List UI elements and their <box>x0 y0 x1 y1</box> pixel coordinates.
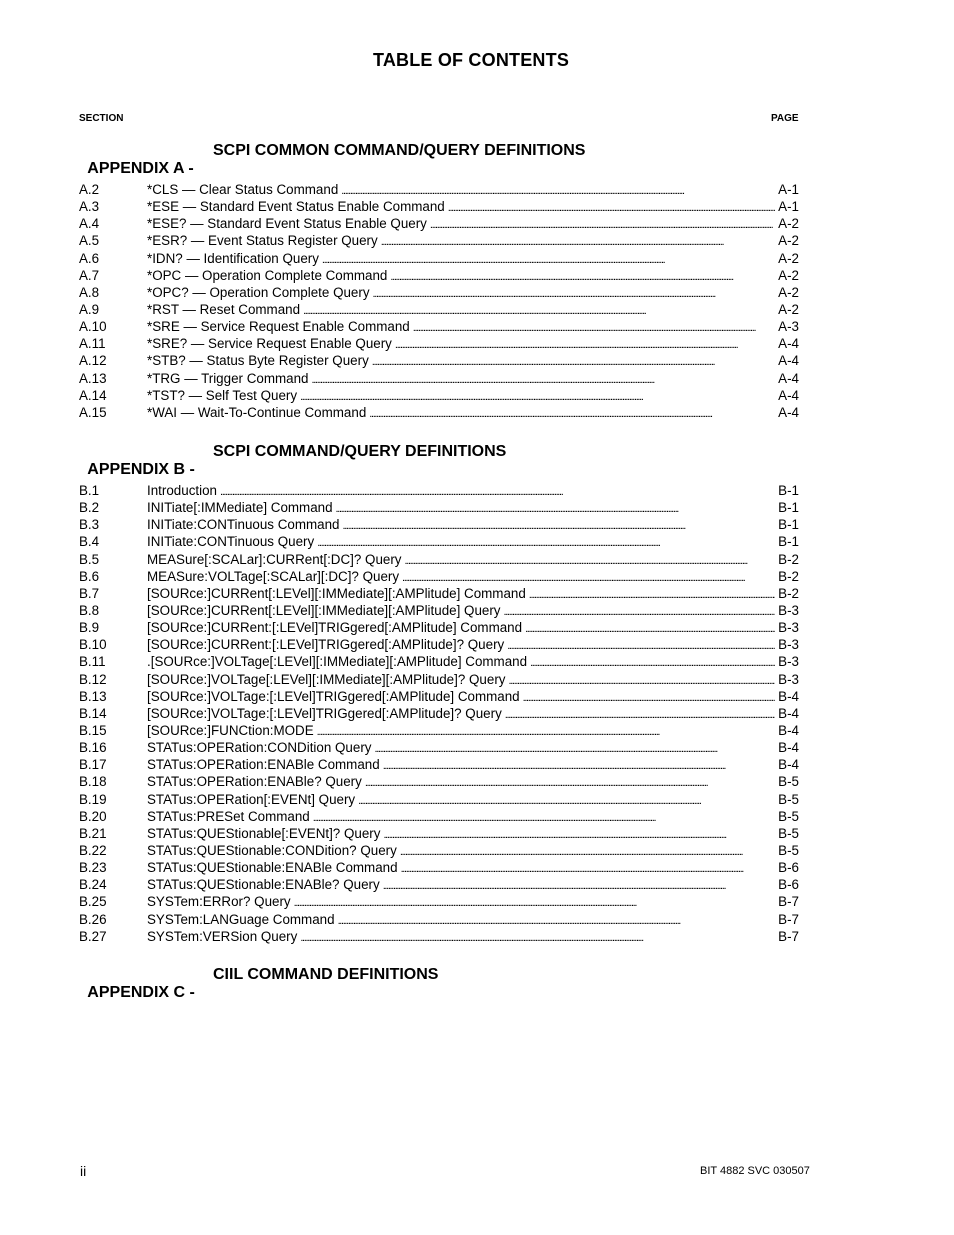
entry-title: *OPC? — Operation Complete Query <box>147 284 370 300</box>
footer-page-number: ii <box>80 1163 87 1179</box>
entry-title: *ESR? — Event Status Register Query <box>147 233 378 249</box>
entry-number: A.14 <box>79 387 107 403</box>
entry-page: B-2 <box>778 551 799 567</box>
appendix-a-entries <box>79 181 799 421</box>
appendix-c-heading <box>79 966 439 1020</box>
dot-leader <box>369 406 775 423</box>
entry-number: B.18 <box>79 774 107 790</box>
entry-page: B-6 <box>778 860 799 876</box>
entry-title: *TRG — Trigger Command <box>147 370 309 386</box>
entry-title: *STB? — Status Byte Register Query <box>147 353 369 369</box>
entry-number: A.7 <box>79 267 100 283</box>
entry-number: B.25 <box>79 894 107 910</box>
entry-page: B-4 <box>778 705 799 721</box>
entry-page: B-3 <box>778 654 799 670</box>
entry-title: .[SOURce:]VOLTage[:LEVel][:IMMediate][:AMPlitude] Command <box>147 654 528 670</box>
entry-number: B.21 <box>79 825 107 841</box>
entry-page: A-4 <box>778 370 799 386</box>
entry-page: B-5 <box>778 791 799 807</box>
toc-entry <box>79 232 799 249</box>
entry-page: A-2 <box>778 267 799 283</box>
entry-title: STATus:OPERation:ENABle? Query <box>147 774 362 790</box>
entry-title: INITiate:CONTinuous Command <box>147 517 340 533</box>
entry-number: B.4 <box>79 534 100 550</box>
entry-page: A-4 <box>778 336 799 352</box>
entry-title: INITiate:CONTinuous Query <box>147 534 315 550</box>
entry-number: B.14 <box>79 705 107 721</box>
appendix-name: CIIL COMMAND DEFINITIONS <box>213 966 439 983</box>
entry-number: B.15 <box>79 722 107 738</box>
toc-entry <box>79 859 799 876</box>
entry-page: A-2 <box>778 250 799 266</box>
entry-page: B-5 <box>778 825 799 841</box>
toc-entry <box>79 636 799 653</box>
entry-number: A.9 <box>79 301 100 317</box>
toc-entry <box>79 335 799 352</box>
entry-title: MEASure:VOLTage[:SCALar][:DC]? Query <box>147 568 400 584</box>
entry-number: B.8 <box>79 602 100 618</box>
entry-number: A.10 <box>79 319 107 335</box>
entry-title: *SRE — Service Request Enable Command <box>147 319 410 335</box>
entry-title: [SOURce:]VOLTage[:LEVel][:IMMediate][:AMPlitude]? Query <box>147 671 506 687</box>
entry-title: *IDN? — Identification Query <box>147 250 319 266</box>
entry-number: A.2 <box>79 182 100 197</box>
entry-number: B.27 <box>79 928 107 944</box>
entry-title: *ESE — Standard Event Status Enable Command <box>147 199 445 215</box>
entry-page: A-2 <box>778 301 799 317</box>
entry-page: A-2 <box>778 216 799 232</box>
entry-number: A.11 <box>79 336 106 352</box>
entry-number: B.2 <box>79 500 100 516</box>
entry-number: B.11 <box>79 654 106 670</box>
entry-page: B-1 <box>778 517 799 533</box>
entry-title: [SOURce:]VOLTage:[:LEVel]TRIGgered[:AMPlitude]? Query <box>147 705 502 721</box>
entry-title: MEASure[:SCALar]:CURRent[:DC]? Query <box>147 551 402 567</box>
toc-entry <box>79 893 799 910</box>
toc-entry <box>79 602 799 619</box>
toc-entry <box>79 773 799 790</box>
toc-entry <box>79 568 799 585</box>
entry-page: B-6 <box>778 877 799 893</box>
entry-number: B.13 <box>79 688 107 704</box>
entry-page: B-4 <box>778 722 799 738</box>
toc-entry <box>79 928 799 945</box>
toc-entry <box>79 688 799 705</box>
entry-page: B-7 <box>778 911 799 927</box>
toc-entry <box>79 756 799 773</box>
entry-number: A.13 <box>79 370 107 386</box>
entry-page: B-1 <box>778 483 799 498</box>
entry-page: A-1 <box>778 199 799 215</box>
toc-entry <box>79 250 799 267</box>
entry-page: B-1 <box>778 500 799 516</box>
entry-title: STATus:QUEStionable:CONDition? Query <box>147 842 397 858</box>
section-column-header: SECTION <box>79 113 124 124</box>
toc-entry <box>79 705 799 722</box>
entry-number: B.9 <box>79 620 100 636</box>
entry-page: B-3 <box>778 637 799 653</box>
entry-number: B.26 <box>79 911 107 927</box>
page-title: TABLE OF CONTENTS <box>372 50 570 70</box>
entry-title: Introduction <box>147 483 217 498</box>
toc-entry <box>79 301 799 318</box>
toc-entry <box>79 352 799 369</box>
toc-entry <box>79 284 799 301</box>
toc-entry <box>79 318 799 335</box>
toc-entry <box>79 842 799 859</box>
entry-title: SYSTem:ERRor? Query <box>147 894 291 910</box>
dot-leader <box>300 930 775 947</box>
toc-entry <box>79 619 799 636</box>
toc-entry <box>79 739 799 756</box>
entry-title: *ESE? — Standard Event Status Enable Query <box>147 216 427 232</box>
entry-number: A.15 <box>79 404 107 420</box>
entry-title: *CLS — Clear Status Command <box>147 182 339 197</box>
entry-title: *OPC — Operation Complete Command <box>147 267 388 283</box>
entry-page: B-3 <box>778 602 799 618</box>
toc-entry <box>79 482 799 499</box>
toc-entry <box>79 181 799 198</box>
entry-page: A-3 <box>778 319 799 335</box>
toc-entry <box>79 198 799 215</box>
entry-number: B.1 <box>79 483 100 498</box>
entry-number: A.12 <box>79 353 107 369</box>
toc-entry <box>79 791 799 808</box>
entry-page: B-7 <box>778 928 799 944</box>
entry-page: A-2 <box>778 284 799 300</box>
appendix-name: SCPI COMMAND/QUERY DEFINITIONS <box>213 443 507 460</box>
appendix-name: SCPI COMMON COMMAND/QUERY DEFINITIONS <box>213 142 586 159</box>
entry-number: B.17 <box>79 757 107 773</box>
entry-title: *TST? — Self Test Query <box>147 387 298 403</box>
entry-page: B-4 <box>778 740 799 756</box>
entry-number: A.4 <box>79 216 100 232</box>
entry-title: INITiate[:IMMediate] Command <box>147 500 333 516</box>
entry-number: B.3 <box>79 517 100 533</box>
entry-number: A.8 <box>79 284 100 300</box>
entry-title: [SOURce:]CURRent:[:LEVel]TRIGgered[:AMPlitude]? Query <box>147 637 505 653</box>
entry-page: B-5 <box>778 808 799 824</box>
entry-number: B.22 <box>79 842 107 858</box>
footer-document-id: BIT 4882 SVC 030507 <box>700 1165 810 1177</box>
entry-page: B-2 <box>778 568 799 584</box>
entry-page: B-4 <box>778 757 799 773</box>
entry-title: STATus:OPERation:CONDition Query <box>147 740 372 756</box>
toc-entry <box>79 825 799 842</box>
toc-entry <box>79 370 799 387</box>
toc-entry <box>79 551 799 568</box>
appendix-code: APPENDIX B - <box>87 461 195 478</box>
entry-number: A.3 <box>79 199 100 215</box>
entry-page: A-4 <box>778 353 799 369</box>
toc-entry <box>79 671 799 688</box>
entry-page: B-5 <box>778 774 799 790</box>
toc-entry <box>79 533 799 550</box>
entry-page: B-7 <box>778 894 799 910</box>
toc-entry <box>79 722 799 739</box>
entry-number: A.5 <box>79 233 100 249</box>
toc-entry <box>79 585 799 602</box>
entry-title: [SOURce:]VOLTage:[:LEVel]TRIGgered[:AMPlitude] Command <box>147 688 520 704</box>
entry-page: B-1 <box>778 534 799 550</box>
entry-title: SYSTem:VERSion Query <box>147 928 298 944</box>
toc-entry <box>79 387 799 404</box>
entry-number: B.20 <box>79 808 107 824</box>
entry-number: B.7 <box>79 585 100 601</box>
entry-number: B.23 <box>79 860 107 876</box>
entry-page: B-2 <box>778 585 799 601</box>
entry-page: A-4 <box>778 404 799 420</box>
appendix-b-entries <box>79 482 799 945</box>
toc-entry <box>79 876 799 893</box>
toc-entry <box>79 499 799 516</box>
entry-number: B.5 <box>79 551 100 567</box>
entry-title: [SOURce:]CURRent:[:LEVel]TRIGgered[:AMPlitude] Command <box>147 620 523 636</box>
entry-number: B.16 <box>79 740 107 756</box>
entry-title: SYSTem:LANGuage Command <box>147 911 335 927</box>
entry-title: [SOURce:]CURRent[:LEVel][:IMMediate][:AMPlitude] Query <box>147 602 501 618</box>
toc-entry <box>79 516 799 533</box>
entry-title: [SOURce:]CURRent[:LEVel][:IMMediate][:AMPlitude] Command <box>147 585 526 601</box>
entry-number: B.10 <box>79 637 107 653</box>
entry-title: *SRE? — Service Request Enable Query <box>147 336 392 352</box>
toc-entry <box>79 267 799 284</box>
entry-title: STATus:QUEStionable[:EVENt]? Query <box>147 825 381 841</box>
entry-page: A-4 <box>778 387 799 403</box>
toc-entry <box>79 808 799 825</box>
entry-page: A-1 <box>778 182 799 197</box>
entry-number: B.24 <box>79 877 107 893</box>
entry-number: A.6 <box>79 250 100 266</box>
appendix-code: APPENDIX A - <box>87 160 194 177</box>
entry-number: B.19 <box>79 791 107 807</box>
appendix-code: APPENDIX C - <box>87 984 195 1001</box>
entry-title: [SOURce:]FUNCtion:MODE <box>147 722 314 738</box>
entry-page: B-5 <box>778 842 799 858</box>
entry-page: A-2 <box>778 233 799 249</box>
entry-title: STATus:QUEStionable:ENABle? Query <box>147 877 380 893</box>
entry-title: *RST — Reset Command <box>147 301 301 317</box>
entry-number: B.6 <box>79 568 100 584</box>
page-column-header: PAGE <box>771 113 799 124</box>
entry-page: B-4 <box>778 688 799 704</box>
entry-number: B.12 <box>79 671 107 687</box>
entry-title: STATus:QUEStionable:ENABle Command <box>147 860 398 876</box>
toc-entry <box>79 653 799 670</box>
entry-title: STATus:OPERation:ENABle Command <box>147 757 380 773</box>
toc-entry <box>79 215 799 232</box>
entry-title: *WAI — Wait-To-Continue Command <box>147 404 367 420</box>
entry-page: B-3 <box>778 620 799 636</box>
entry-page: B-3 <box>778 671 799 687</box>
toc-entry <box>79 911 799 928</box>
toc-entry <box>79 404 799 421</box>
entry-title: STATus:OPERation[:EVENt] Query <box>147 791 356 807</box>
entry-title: STATus:PRESet Command <box>147 808 310 824</box>
